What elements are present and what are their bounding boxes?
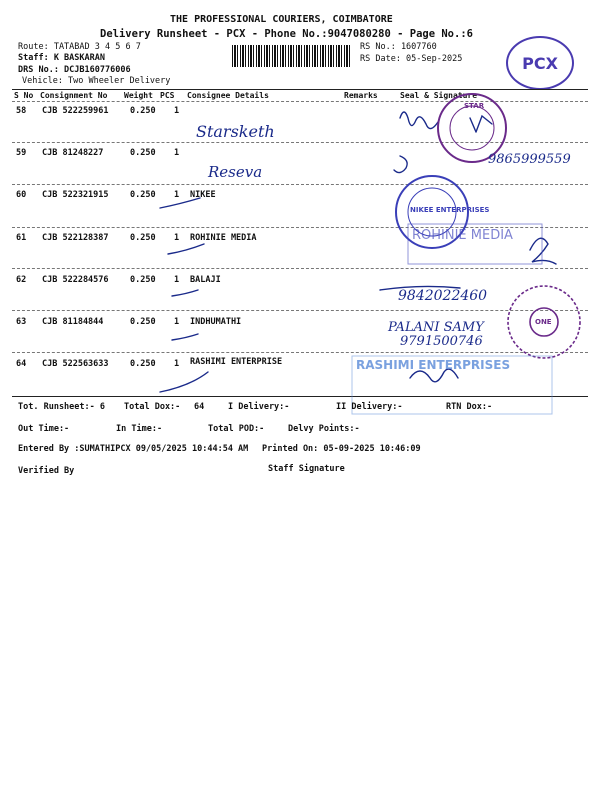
row-pcs: 1 xyxy=(174,359,180,369)
col-sno: S No xyxy=(14,91,34,100)
drs-number: DRS No.: DCJB160776006 xyxy=(18,65,131,75)
row-weight: 0.250 xyxy=(130,317,156,327)
staff-signature: Staff Signature xyxy=(268,464,345,474)
col-pcs: PCS xyxy=(160,91,175,100)
row-sno: 63 xyxy=(16,317,27,327)
row-pcs: 1 xyxy=(174,148,180,158)
star-seal-inner xyxy=(450,106,494,150)
vehicle: Vehicle: Two Wheeler Delivery xyxy=(22,76,171,86)
out-time: Out Time:- xyxy=(18,424,70,434)
delivery-tick xyxy=(172,334,198,340)
row-consignee: INDHUMATHI xyxy=(190,317,242,327)
row-consignment: CJB 81184844 xyxy=(42,317,104,327)
handwritten-name-63: PALANI SAMY xyxy=(388,320,484,335)
nikee-stamp-text: NIKEE ENTERPRISES xyxy=(410,206,490,214)
row-weight: 0.250 xyxy=(130,275,156,285)
tot-runsheet: Tot. Runsheet:- 6 xyxy=(18,402,105,412)
total-dox-value: 64 xyxy=(194,402,205,412)
handwritten-name-58: Starsketh xyxy=(196,122,275,141)
col-consignee: Consignee Details xyxy=(187,91,269,100)
delivery-tick xyxy=(160,198,200,208)
row-consignee: NIKEE xyxy=(190,190,216,200)
rs-number: RS No.: 1607760 xyxy=(360,42,437,52)
rtn-dox: RTN Dox:- xyxy=(446,402,493,412)
handwritten-phone-59: 9865999559 xyxy=(488,152,571,167)
row-sno: 64 xyxy=(16,359,27,369)
handwritten-name-59: Reseva xyxy=(208,163,263,181)
entered-by: Entered By :SUMATHIPCX 09/05/2025 10:44:54 AM xyxy=(18,444,249,454)
row-consignment: CJB 522321915 xyxy=(42,190,109,200)
row-consignment: CJB 522259961 xyxy=(42,106,109,116)
verified-by: Verified By xyxy=(18,466,75,476)
star-stamp-text: STAR xyxy=(464,102,485,110)
handwritten-phone-62: 9842022460 xyxy=(398,288,488,304)
delivery-tick xyxy=(168,244,204,254)
row-consignment: CJB 522128387 xyxy=(42,233,109,243)
rs-date: RS Date: 05-Sep-2025 xyxy=(360,54,463,64)
row-consignment: CJB 522284576 xyxy=(42,275,109,285)
delivery-tick xyxy=(172,290,198,296)
row-sno: 58 xyxy=(16,106,27,116)
row-pcs: 1 xyxy=(174,317,180,327)
ii-delivery: II Delivery:- xyxy=(336,402,403,412)
one-stamp-text: ONE xyxy=(535,318,552,326)
signature-mark xyxy=(400,112,438,129)
row-sno: 62 xyxy=(16,275,27,285)
runsheet-title: Delivery Runsheet - PCX - Phone No.:9047080280 - Page No.:6 xyxy=(100,28,473,40)
i-delivery: I Delivery:- xyxy=(228,402,290,412)
staff: Staff: K BASKARAN xyxy=(18,53,105,63)
total-dox-label: Total Dox:- xyxy=(124,402,181,412)
row-pcs: 1 xyxy=(174,275,180,285)
printed-on: Printed On: 05-09-2025 10:46:09 xyxy=(262,444,421,454)
row-consignee: ROHINIE MEDIA xyxy=(190,233,257,243)
row-pcs: 1 xyxy=(174,233,180,243)
delivery-tick xyxy=(160,372,208,392)
row-weight: 0.250 xyxy=(130,106,156,116)
delvy-points: Delvy Points:- xyxy=(288,424,360,434)
signature-mark xyxy=(394,156,407,173)
col-seal: Seal & Signature xyxy=(400,91,478,100)
col-consignment: Consignment No xyxy=(40,91,108,100)
rashimi-stamp-text: RASHIMI ENTERPRISES xyxy=(356,358,511,372)
row-consignment: CJB 81248227 xyxy=(42,148,104,158)
row-sno: 60 xyxy=(16,190,27,200)
row-weight: 0.250 xyxy=(130,190,156,200)
signature-mark xyxy=(530,238,556,264)
in-time: In Time:- xyxy=(116,424,163,434)
company-title: THE PROFESSIONAL COURIERS, COIMBATORE xyxy=(170,14,393,25)
row-sno: 59 xyxy=(16,148,27,158)
row-pcs: 1 xyxy=(174,106,180,116)
row-weight: 0.250 xyxy=(130,233,156,243)
route: Route: TATABAD 3 4 5 6 7 xyxy=(18,42,141,52)
handwritten-phone-63: 9791500746 xyxy=(400,334,483,349)
pcx-stamp: PCX xyxy=(506,36,574,90)
row-consignment: CJB 522563633 xyxy=(42,359,109,369)
row-consignee: BALAJI xyxy=(190,275,221,285)
col-remarks: Remarks xyxy=(344,91,378,100)
total-pod: Total POD:- xyxy=(208,424,265,434)
row-weight: 0.250 xyxy=(130,359,156,369)
row-consignee: RASHIMI ENTERPRISE xyxy=(190,357,283,367)
row-weight: 0.250 xyxy=(130,148,156,158)
col-weight: Weight xyxy=(124,91,153,100)
row-pcs: 1 xyxy=(174,190,180,200)
signature-mark xyxy=(470,116,492,132)
row-sno: 61 xyxy=(16,233,27,243)
rohinie-stamp-text: ROHINIE MEDIA xyxy=(412,228,513,243)
